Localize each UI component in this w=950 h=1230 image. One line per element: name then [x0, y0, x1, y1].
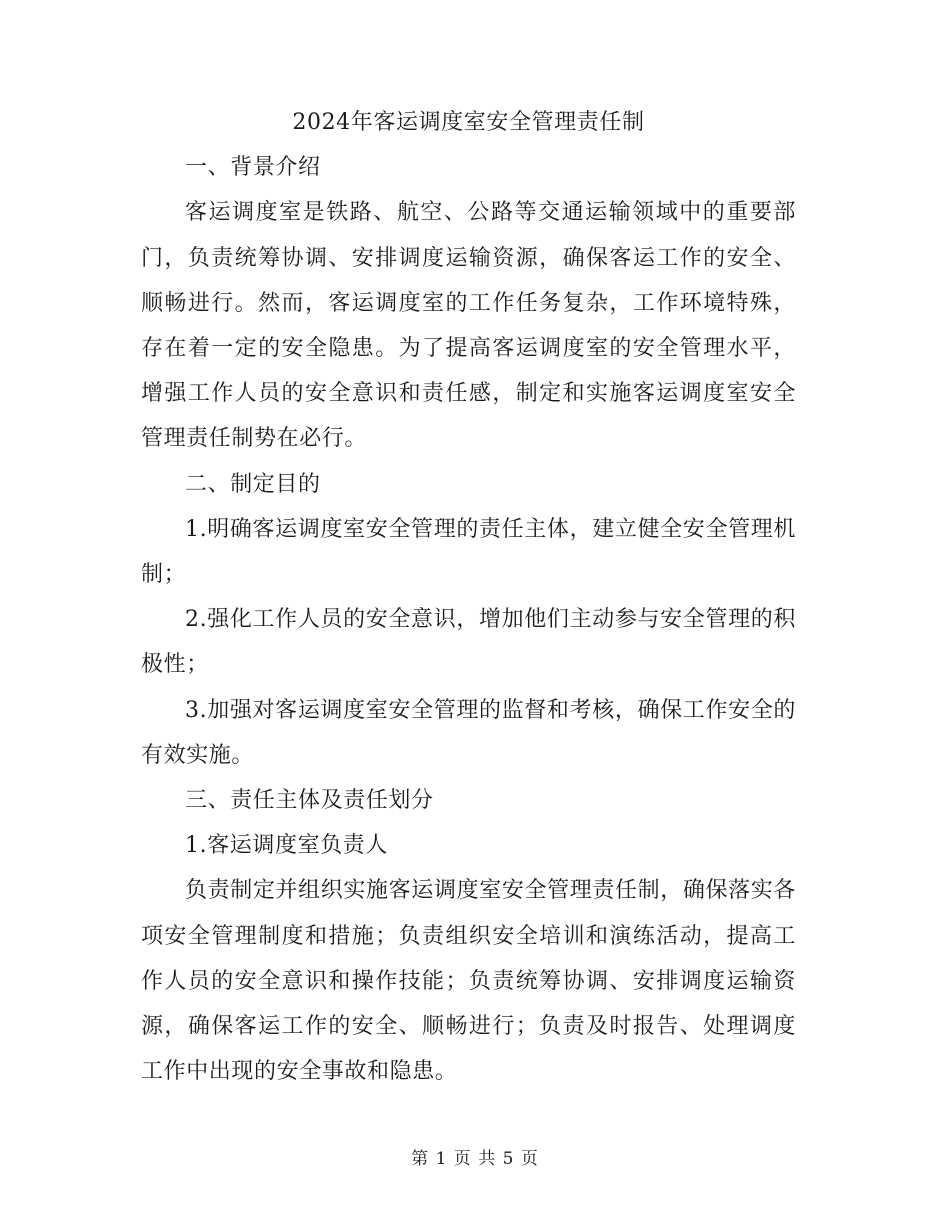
background-paragraph: 客运调度室是铁路、航空、公路等交通运输领域中的重要部门，负责统筹协调、安排调度运输资源，确保客运工作的安全、顺畅进行。然而，客运调度室的工作任务复杂，工作环境特殊，存在着一定的安全隐患。为了提高客运调度室的安全管理水平，增强工作人员的安全意识和责任感，制定和实施客运调度室安全管理责任制势在必行。 — [141, 200, 796, 452]
document-title: 2024年客运调度室安全管理责任制 — [292, 110, 645, 135]
section-heading-background: 一、背景介绍 — [185, 155, 321, 181]
section-heading-purpose: 二、制定目的 — [185, 471, 321, 497]
purpose-item-1: 1.明确客运调度室安全管理的责任主体，建立健全安全管理机制； — [141, 516, 796, 588]
page-number-footer: 第 1 页 共 5 页 — [411, 1149, 539, 1169]
document-body — [141, 100, 796, 1094]
office-head-duties-paragraph: 负责制定并组织实施客运调度室安全管理责任制，确保落实各项安全管理制度和措施；负责组织安全培训和演练活动，提高工作人员的安全意识和操作技能；负责统筹协调、安排调度运输资源，确保客运工作的安全、顺畅进行；负责及时报告、处理调度工作中出现的安全事故和隐患。 — [141, 878, 796, 1085]
subheading-office-head: 1.客运调度室负责人 — [185, 833, 388, 859]
purpose-item-3: 3.加强对客运调度室安全管理的监督和考核，确保工作安全的有效实施。 — [141, 697, 796, 768]
section-heading-responsibility: 三、责任主体及责任划分 — [185, 788, 434, 814]
purpose-item-2: 2.强化工作人员的安全意识，增加他们主动参与安全管理的积极性； — [141, 607, 796, 678]
